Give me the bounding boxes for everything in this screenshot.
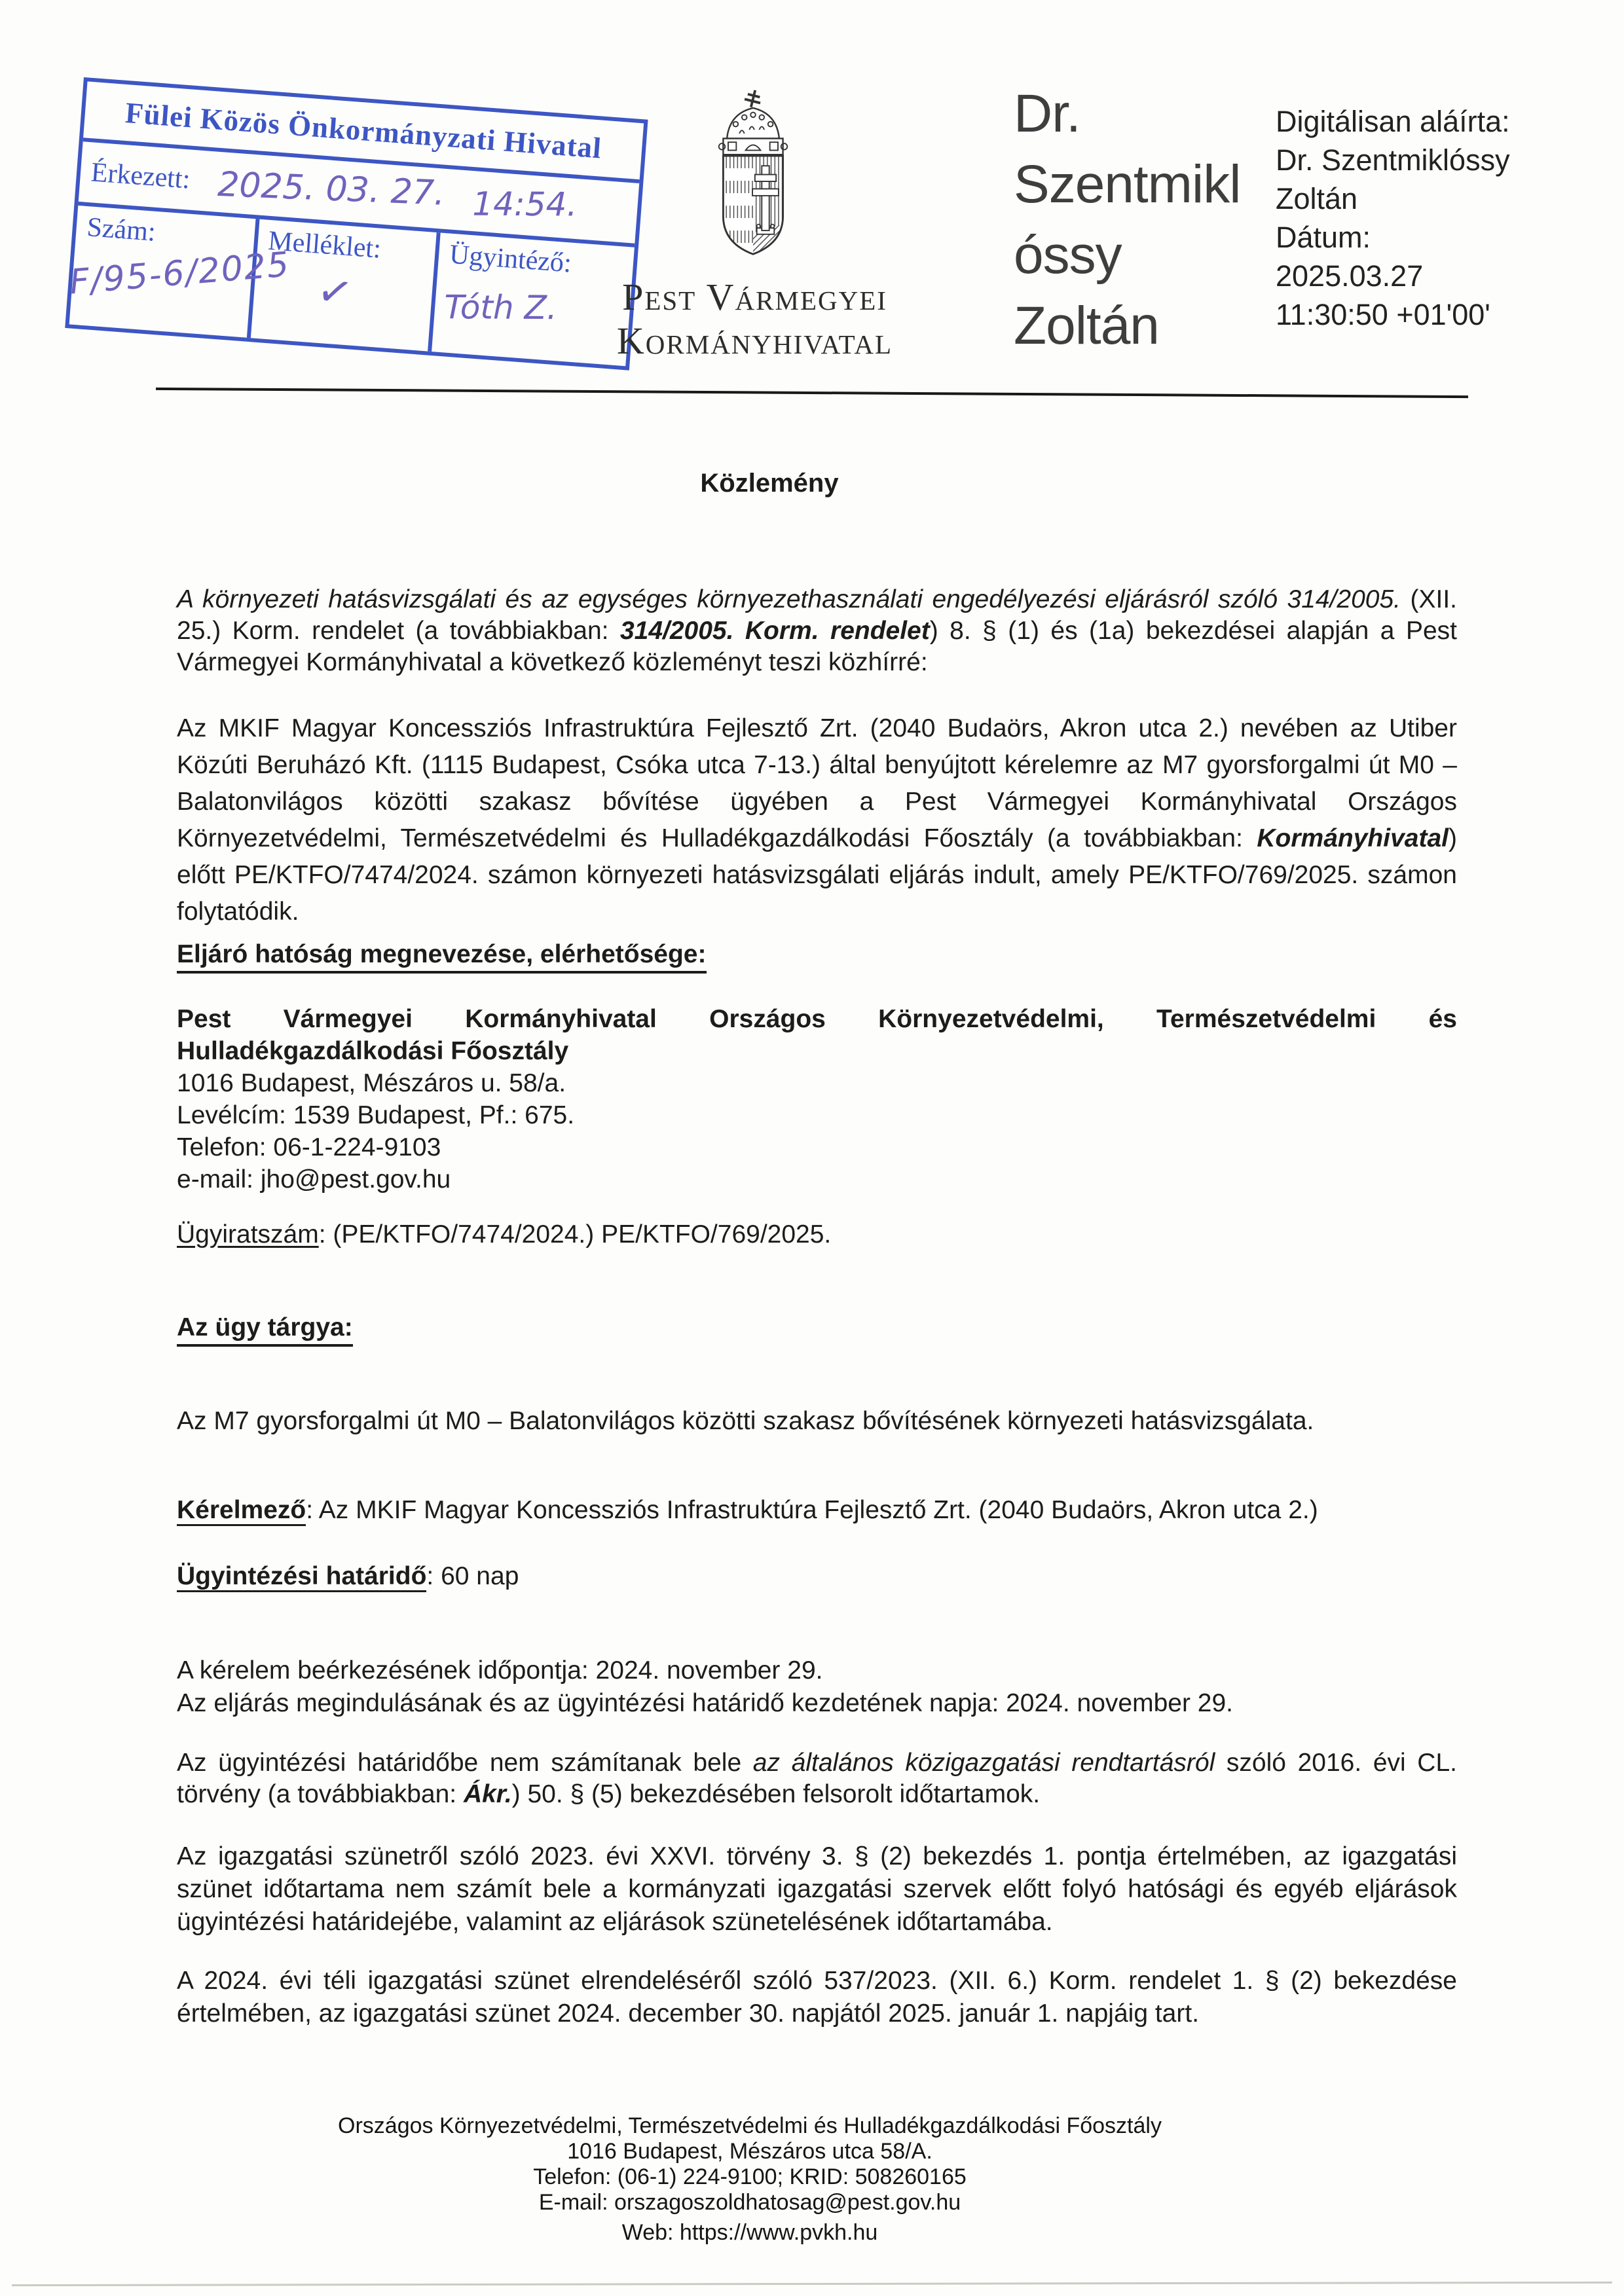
subject-heading-text: Az ügy tárgya: [177, 1313, 353, 1347]
government-office-name [576, 275, 933, 363]
authority-postal-address: Levélcím: 1539 Budapest, Pf.: 675. [177, 1101, 575, 1129]
signature-detail-line: Digitálisan aláírta: [1276, 105, 1510, 138]
subject-section-heading [177, 1313, 1457, 1347]
footer-phone-krid: Telefon: (06-1) 224-9100; KRID: 508260165 [533, 2164, 967, 2189]
stamp-received-time-handwritten: 14:54. [472, 185, 578, 224]
office-name-line1: Pest Vármegyei [622, 276, 887, 318]
stamp-number-label: Szám: [86, 212, 157, 247]
signature-detail-line: Dátum: [1276, 221, 1371, 254]
authority-name-line2: Hulladékgazdálkodási Főosztály [177, 1037, 569, 1065]
digital-signature-name [1014, 79, 1289, 361]
deadline-heading-line: Ügyintézési határidő: 60 nap [177, 1562, 1457, 1591]
winter-break-paragraph: A 2024. évi téli igazgatási szünet elrendeléséről szóló 537/2023. (XII. 6.) Korm. rendelet 1. § (2) bekezdése értelmében, az igazgatási szünet 2024. december 30. napjától 2025. január 1. napjáig tart. [177, 1967, 1457, 2028]
case-number-line: Ügyiratszám: (PE/KTFO/7474/2024.) PE/KTFO/769/2025. [177, 1220, 832, 1248]
stamp-clerk-handwritten: Tóth Z. [444, 288, 558, 327]
digital-signature-details [1276, 102, 1583, 334]
stamp-attachment-label: Melléklet: [267, 225, 382, 264]
applicant-paragraph: Kérelmező: Az MKIF Magyar Koncessziós Infrastruktúra Fejlesztő Zrt. (2040 Budaörs, Akron utca 2.) [177, 1493, 1457, 1527]
signature-detail-line: 11:30:50 +01'00' [1276, 298, 1490, 331]
signature-name-line: Szentmikl [1014, 155, 1241, 214]
authority-heading-text: Eljáró hatóság megnevezése, elérhetősége: [177, 940, 707, 974]
header-divider-rule [156, 388, 1468, 398]
authority-email: e-mail: jho@pest.gov.hu [177, 1165, 451, 1194]
authority-phone: Telefon: 06-1-224-9103 [177, 1133, 441, 1161]
office-name-line2: Kormányhivatal [616, 319, 893, 362]
subject-paragraph: Az M7 gyorsforgalmi út M0 – Balatonvilágos közötti szakasz bővítésének környezeti hatásvizsgálata. [177, 1407, 1314, 1435]
stamp-clerk-label: Ügyintéző: [448, 239, 573, 279]
stamp-received-date-handwritten: 2025. 03. 27. [217, 164, 446, 213]
stamp-office-name: Fülei Közös Önkormányzati Hivatal [83, 81, 644, 183]
deadline-rules-paragraph: Az ügyintézési határidőbe nem számítanak bele az általános közigazgatási rendtartásról szóló 2016. évi CL. törvény (a továbbiakban: Ákr.) 50. § (5) bekezdésében felsorolt időtartamok. [177, 1749, 1457, 1808]
receipt-stamp [65, 77, 648, 371]
administrative-break-paragraph: Az igazgatási szünetről szóló 2023. évi XXVI. törvény 3. § (2) bekezdés 1. pontja értelmében, az igazgatási szünet időtartama nem számít bele a kormányzati igazgatási szervek előtt folyó hatósági és egyéb eljárások ügyintézési határidejébe, valamint az eljárások szünetelésének időtartamába. [177, 1842, 1457, 1936]
signature-name-line: Zoltán [1014, 296, 1159, 355]
stamp-number-cell [68, 206, 292, 338]
case-description-paragraph: Az MKIF Magyar Koncessziós Infrastruktúra Fejlesztő Zrt. (2040 Budaörs, Akron utca 2.) nevében az Utiber Közúti Beruházó Kft. (1115 Budapest, Csóka utca 7-13.) által benyújtott kérelemre az M7 gyorsforgalmi út M0 – Balatonvilágos közötti szakasz bővítése ügyében a Pest Vármegyei Kormányhivatal Országos Környezetvédelmi, Természetvédelmi és Hulladékgazdálkodási Főosztály (a továbbiakban: Kormányhivatal) előtt PE/KTFO/7474/2024. számon környezeti hatásvizsgálati eljárás indult, amely PE/KTFO/769/2025. számon folytatódik. [177, 714, 1457, 926]
authority-contact-block [177, 1003, 1457, 1195]
authority-name-line1: Pest Vármegyei Kormányhivatal Országos Környezetvédelmi, Természetvédelmi és [177, 1005, 1457, 1033]
authority-address: 1016 Budapest, Mészáros u. 58/a. [177, 1069, 566, 1097]
footer-email: E-mail: orszagoszoldhatosag@pest.gov.hu [538, 2190, 961, 2215]
footer-address: 1016 Budapest, Mészáros utca 58/A. [567, 2139, 932, 2164]
signature-detail-line: Dr. Szentmiklóssy [1276, 143, 1510, 177]
signature-detail-line: Zoltán [1276, 182, 1358, 215]
intro-paragraph: A környezeti hatásvizsgálati és az egységes környezethasználati engedélyezési eljárásról szóló 314/2005. (XII. 25.) Korm. rendelet (a továbbiakban: 314/2005. Korm. rendelet) 8. § (1) és (1a) bekezdései alapján a Pest Vármegyei Kormányhivatal a következő közleményt teszi közhírré: [177, 585, 1457, 676]
footer-department: Országos Környezetvédelmi, Természetvédelmi és Hulladékgazdálkodási Főosztály [338, 2113, 1162, 2138]
hungarian-coat-of-arms-icon [691, 86, 815, 278]
signature-detail-line: 2025.03.27 [1276, 259, 1424, 293]
signature-name-line: Dr. [1014, 84, 1080, 143]
stamp-attachment-cell [250, 219, 440, 352]
scan-artifact-line [12, 2282, 1612, 2286]
footer-web: Web: https://www.pvkh.hu [621, 2220, 878, 2245]
signature-name-line: óssy [1014, 225, 1122, 285]
stamp-attachment-checkmark: ✓ [312, 264, 357, 320]
procedure-dates-lines: A kérelem beérkezésének időpontja: 2024. november 29. Az eljárás megindulásának és az ügyintézési határidő kezdetének napja: 2024. november 29. [177, 1656, 1234, 1717]
footer-contact-block [111, 2113, 1388, 2246]
stamp-received-label: Érkezett: [90, 157, 192, 195]
crown-cross [743, 88, 763, 109]
document-title: Közlemény [700, 469, 839, 498]
authority-section-heading [177, 940, 1457, 974]
stamp-number-handwritten: F/95-6/2025 [68, 245, 292, 302]
